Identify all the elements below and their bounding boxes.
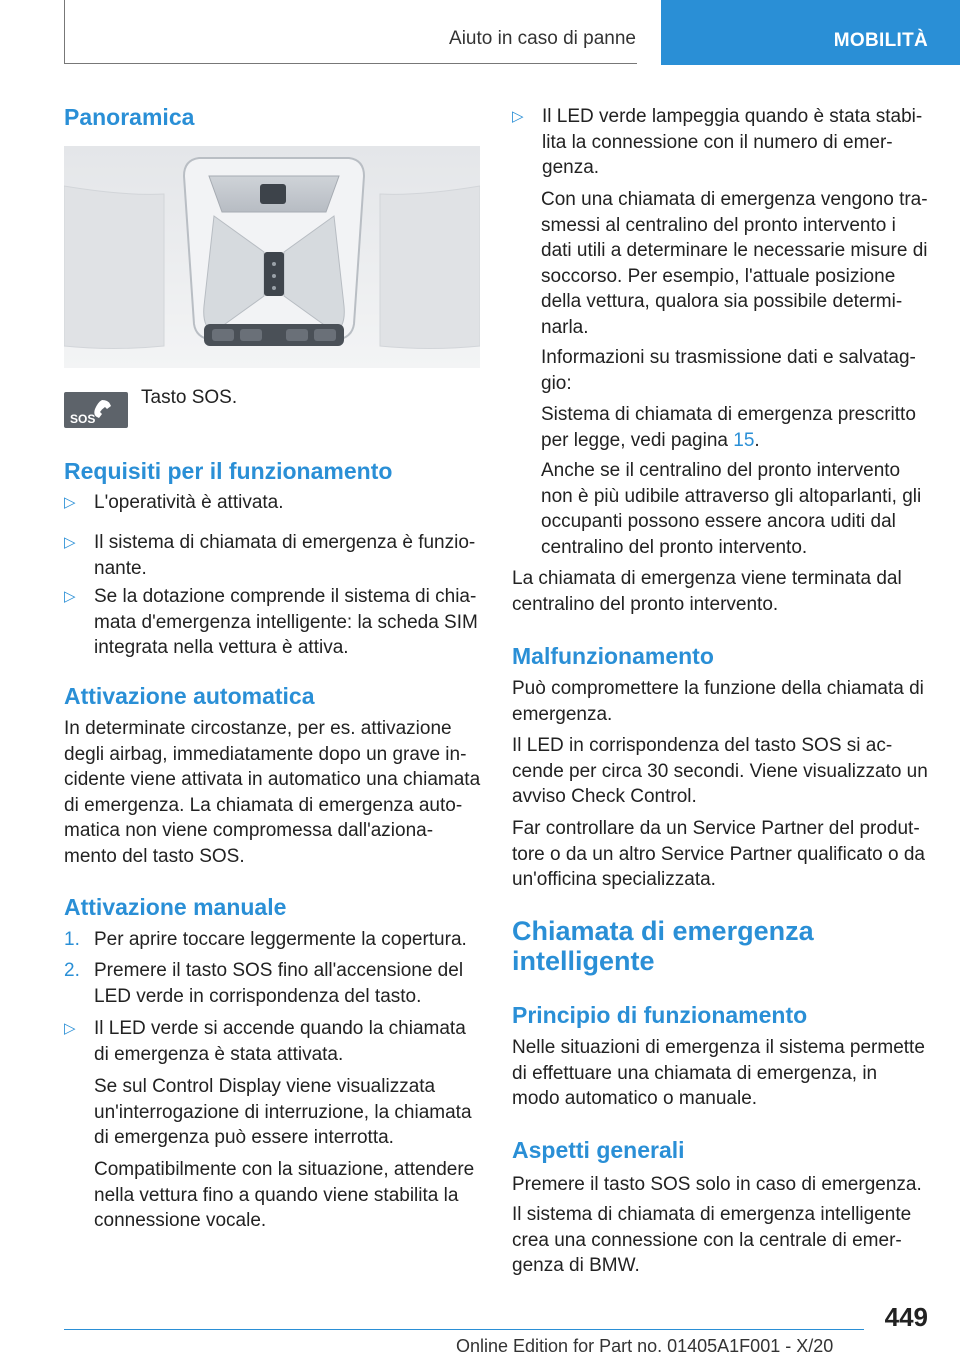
page-reference-link[interactable]: 15: [733, 429, 755, 451]
heading-principio: Principio di funzionamento: [512, 1002, 808, 1028]
section-title: Aiuto in caso di panne: [449, 28, 636, 49]
overhead-console-photo: [64, 146, 480, 368]
right-sub-text-4: Anche se il centralino del pronto intervento non è più udibile attraverso gli altoparlanti, gli occupanti possono essere ancora uditi dal centralino del pronto intervento.: [541, 460, 922, 558]
list-item: ▷ Il sistema di chiamata di emergenza è funzio- nante.: [64, 532, 476, 579]
heading-chiamata-intelligente-line1: Chiamata di emergenza: [512, 916, 814, 946]
emergency-end-text: La chiamata di emergenza viene terminata dal centralino del pronto intervento.: [512, 568, 902, 615]
heading-panoramica: Panoramica: [64, 104, 195, 130]
heading-requisiti: Requisiti per il funzionamento: [64, 458, 393, 484]
sos-caption: Tasto SOS.: [141, 387, 238, 408]
general-text-2: Il sistema di chiamata di emergenza intelligente crea una connessione con la centrale di emer- genza di BMW.: [512, 1204, 912, 1276]
chapter-tab: MOBILITÀ: [661, 0, 960, 65]
manual-sub-text-2: Compatibilmente con la situazione, attendere nella vettura fino a quando viene stabilita la connessione vocale.: [94, 1159, 475, 1231]
principle-text: Nelle situazioni di emergenza il sistema permette di effettuare una chiamata di emergenza, in modo automatico o manuale.: [512, 1037, 925, 1109]
right-sub-text-1: Con una chiamata di emergenza vengono tra- smessi al centralino del pronto intervento i dati utili a determinare le necessarie misure di soccorso. Per esempio, l'attuale posizione della vettura, qualora sia possibile determi- narla.: [541, 189, 928, 338]
step-item: 1. Per aprire toccare leggermente la copertura.: [64, 927, 480, 953]
triangle-bullet-icon: ▷: [64, 588, 76, 605]
malfunction-text-3: Far controllare da un Service Partner del produt- tore o da un altro Service Partner qualificato o da un'officina specializzata.: [512, 818, 925, 890]
right-sub-text-3: Sistema di chiamata di emergenza prescritto per legge, vedi pagina 15.: [541, 404, 916, 451]
heading-aspetti-generali: Aspetti generali: [512, 1137, 685, 1163]
overhead-console-illustration: [64, 146, 480, 368]
heading-chiamata-intelligente-line2: intelligente: [512, 946, 655, 976]
footer-rule: [64, 1329, 864, 1330]
sos-button-icon: [64, 392, 128, 428]
triangle-bullet-icon: ▷: [64, 494, 76, 511]
header-rule-vertical: [64, 0, 65, 64]
step-item: 2. Premere il tasto SOS fino all'accensione del LED verde in corrispondenza del tasto.: [64, 960, 464, 1007]
step-number: 1.: [64, 929, 80, 950]
footer-edition: Online Edition for Part no. 01405A1F001 - X/20: [456, 1336, 834, 1356]
automatic-activation-text: In determinate circostanze, per es. attivazione degli airbag, immediatamente dopo un grave in- cidente viene attivata in automatico una chiamata di emergenza. La chiamata di emergenza auto- matica non viene compromessa dall'aziona- mento del tasto SOS.: [64, 718, 481, 867]
malfunction-text-1: Può compromettere la funzione della chiamata di emergenza.: [512, 678, 924, 725]
svg-text:SOS: SOS: [70, 412, 96, 426]
triangle-bullet-icon: ▷: [512, 108, 524, 125]
list-item: ▷ Se la dotazione comprende il sistema di chia- mata d'emergenza intelligente: la scheda SIM integrata nella vettura è attiva.: [64, 586, 478, 658]
manual-sub-text-1: Se sul Control Display viene visualizzata un'interrogazione di interruzione, la chiamata di emergenza può essere interrotta.: [94, 1076, 472, 1148]
triangle-bullet-icon: ▷: [64, 1020, 76, 1037]
header-rule-horizontal: [64, 63, 637, 64]
step-number: 2.: [64, 960, 80, 981]
list-item: ▷ Il LED verde lampeggia quando è stata stabi- lita la connessione con il numero di emer- genza.: [512, 106, 923, 178]
list-item: ▷ L'operatività è attivata.: [64, 490, 480, 516]
heading-malfunzionamento: Malfunzionamento: [512, 643, 714, 669]
page-number: 449: [884, 1302, 928, 1332]
general-text-1: Premere il tasto SOS solo in caso di emergenza.: [512, 1174, 922, 1195]
right-sub-text-2: Informazioni su trasmissione dati e salvatag- gio:: [541, 347, 916, 394]
malfunction-text-2: Il LED in corrispondenza del tasto SOS si ac- cende per circa 30 secondi. Viene visualizzato un avviso Check Control.: [512, 735, 928, 807]
list-item: ▷ Il LED verde si accende quando la chiamata di emergenza è stata attivata.: [64, 1018, 466, 1065]
heading-attivazione-automatica: Attivazione automatica: [64, 683, 315, 709]
heading-attivazione-manuale: Attivazione manuale: [64, 894, 287, 920]
triangle-bullet-icon: ▷: [64, 534, 76, 551]
